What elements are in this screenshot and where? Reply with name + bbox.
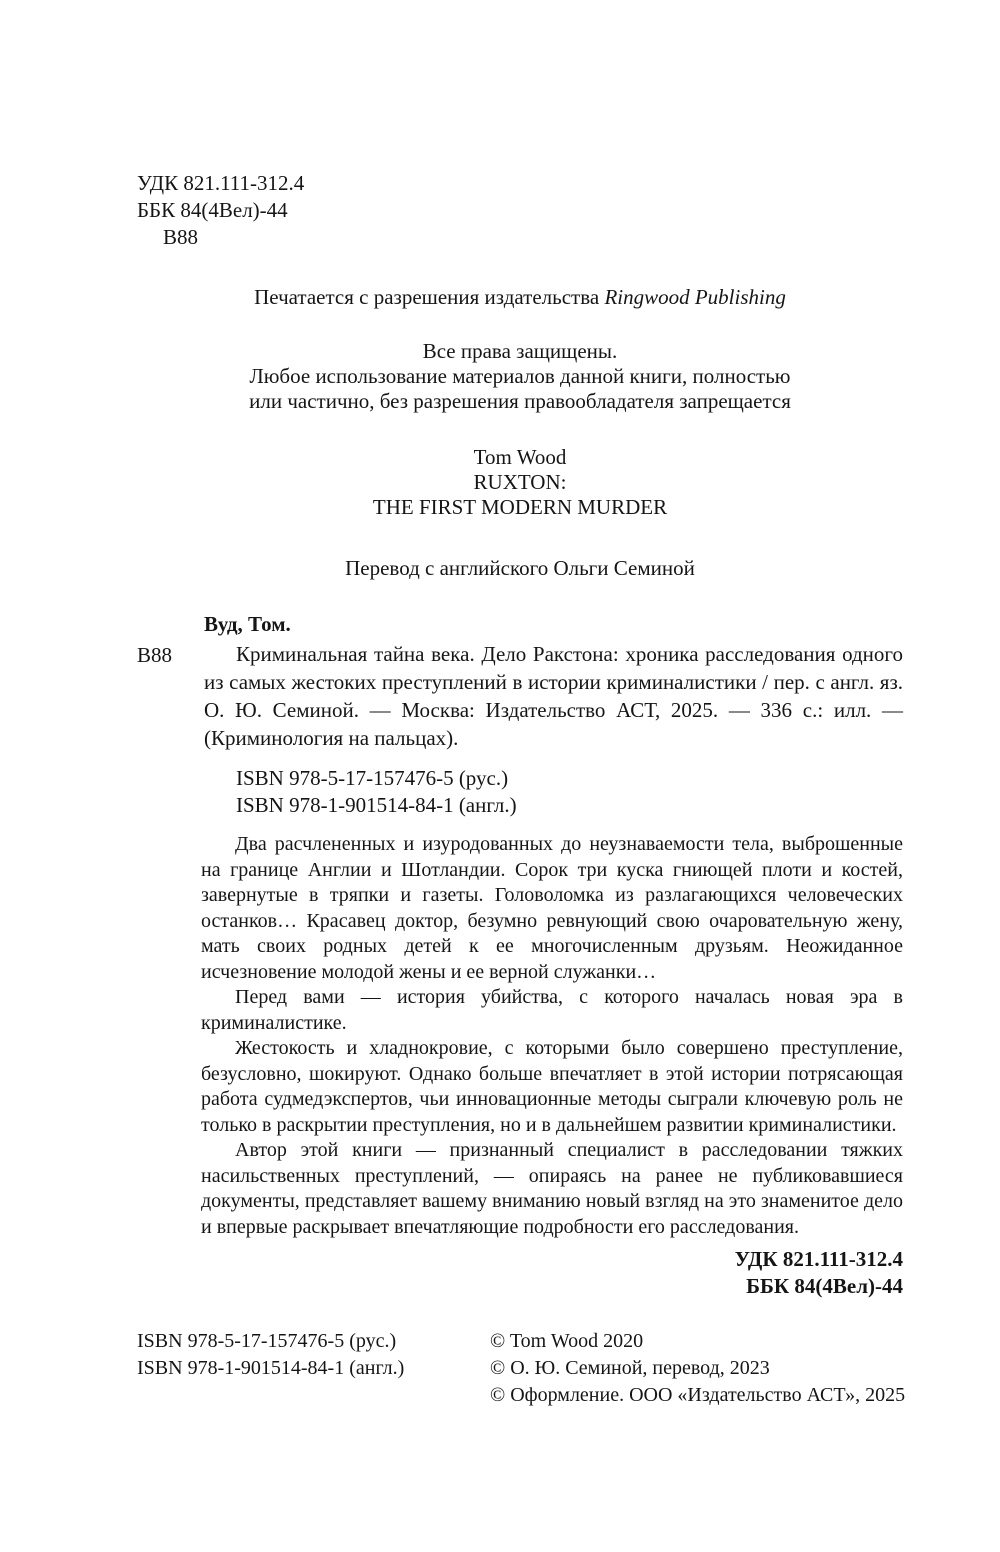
publisher-name: Ringwood Publishing [604, 285, 786, 309]
catalog-description: Криминальная тайна века. Дело Ракстона: хроника расследования одного из самых жестоких преступлений в истории криминалистики / пер. с англ. яз. О. Ю. Семиной. — Москва: Издательство АСТ, 2025. — 336 с.: илл. — (Криминология на пальцах). [204, 642, 903, 750]
footer-isbn-rus: ISBN 978-5-17-157476-5 (рус.) [137, 1330, 397, 1352]
footer-isbn-eng: ISBN 978-1-901514-84-1 (англ.) [137, 1357, 405, 1379]
catalog-author: Вуд, Том. [204, 612, 291, 636]
author-sign-code: В88 [163, 225, 199, 249]
annotation-paragraph: Перед вами — история убийства, с которого началась новая эра в криминалистике. [201, 986, 903, 1034]
classification-codes-top [137, 170, 903, 251]
annotation-paragraph: Жестокость и хладнокровие, с которыми было совершено преступление, безусловно, шокируют. Однако больше впечатляет в этой истории потрясающая работа судмедэкспертов, чьи инновационные методы сыграли ключевую роль не только в раскрытии преступления, но и в дальнейшем развитии криминалистики. [201, 1037, 903, 1136]
bbk-code-bottom: ББК 84(4Вел)-44 [746, 1274, 903, 1298]
annotation-block [137, 832, 903, 1240]
udk-code-bottom: УДК 821.111-312.4 [734, 1247, 903, 1271]
rights-notice [137, 339, 903, 414]
original-author: Tom Wood [473, 445, 567, 469]
udk-code: УДК 821.111-312.4 [137, 171, 305, 195]
original-title-block [137, 445, 903, 520]
copyright-line: © Tom Wood 2020 [490, 1330, 644, 1352]
permission-line [137, 285, 903, 310]
imprint-footer [137, 1328, 927, 1409]
translation-credit: Перевод с английского Ольги Семиной [345, 556, 695, 580]
original-title-line: THE FIRST MODERN MURDER [372, 495, 668, 519]
annotation-paragraph: Два расчлененных и изуродованных до неузнаваемости тела, выброшенные на границе Англии и Шотландии. Сорок три куска гниющей плоти и костей, завернутые в тряпки и газеты. Головоломка из разлагающихся человеческих останков… Красавец доктор, безумно ревнующий свою очаровательную жену, мать своих родных детей к ее многочисленным друзьям. Неожиданное исчезновение молодой жены и ее верной служанки… [201, 833, 903, 983]
rights-line: Все права защищены. [422, 339, 618, 363]
isbn-block [204, 765, 903, 819]
footer-isbn-column [137, 1328, 490, 1382]
classification-codes-bottom [137, 1246, 903, 1300]
bbk-code: ББК 84(4Вел)-44 [137, 198, 288, 222]
footer-copyright-column [490, 1328, 905, 1409]
copyright-line: © О. Ю. Семиной, перевод, 2023 [490, 1357, 770, 1379]
permission-text: Печатается с разрешения издательства [254, 285, 605, 309]
isbn-rus: ISBN 978-5-17-157476-5 (рус.) [236, 766, 509, 790]
copyright-line: © Оформление. ООО «Издательство АСТ», 2025 [490, 1384, 906, 1406]
rights-line: Любое использование материалов данной книги, полностью [249, 364, 791, 388]
imprint-content [137, 170, 903, 1300]
annotation-paragraph: Автор этой книги — признанный специалист в расследовании тяжких насильственных преступлений, — опираясь на ранее не публиковавшиеся документы, представляет вашему вниманию новый взгляд на это знаменитое дело и впервые раскрывает впечатляющие подробности его расследования. [201, 1139, 903, 1238]
original-title-line: RUXTON: [473, 470, 567, 494]
rights-line: или частично, без разрешения правообладателя запрещается [249, 389, 791, 413]
catalog-author-sign: В88 [137, 643, 173, 667]
catalog-card [137, 612, 903, 819]
isbn-eng: ISBN 978-1-901514-84-1 (англ.) [236, 793, 517, 817]
